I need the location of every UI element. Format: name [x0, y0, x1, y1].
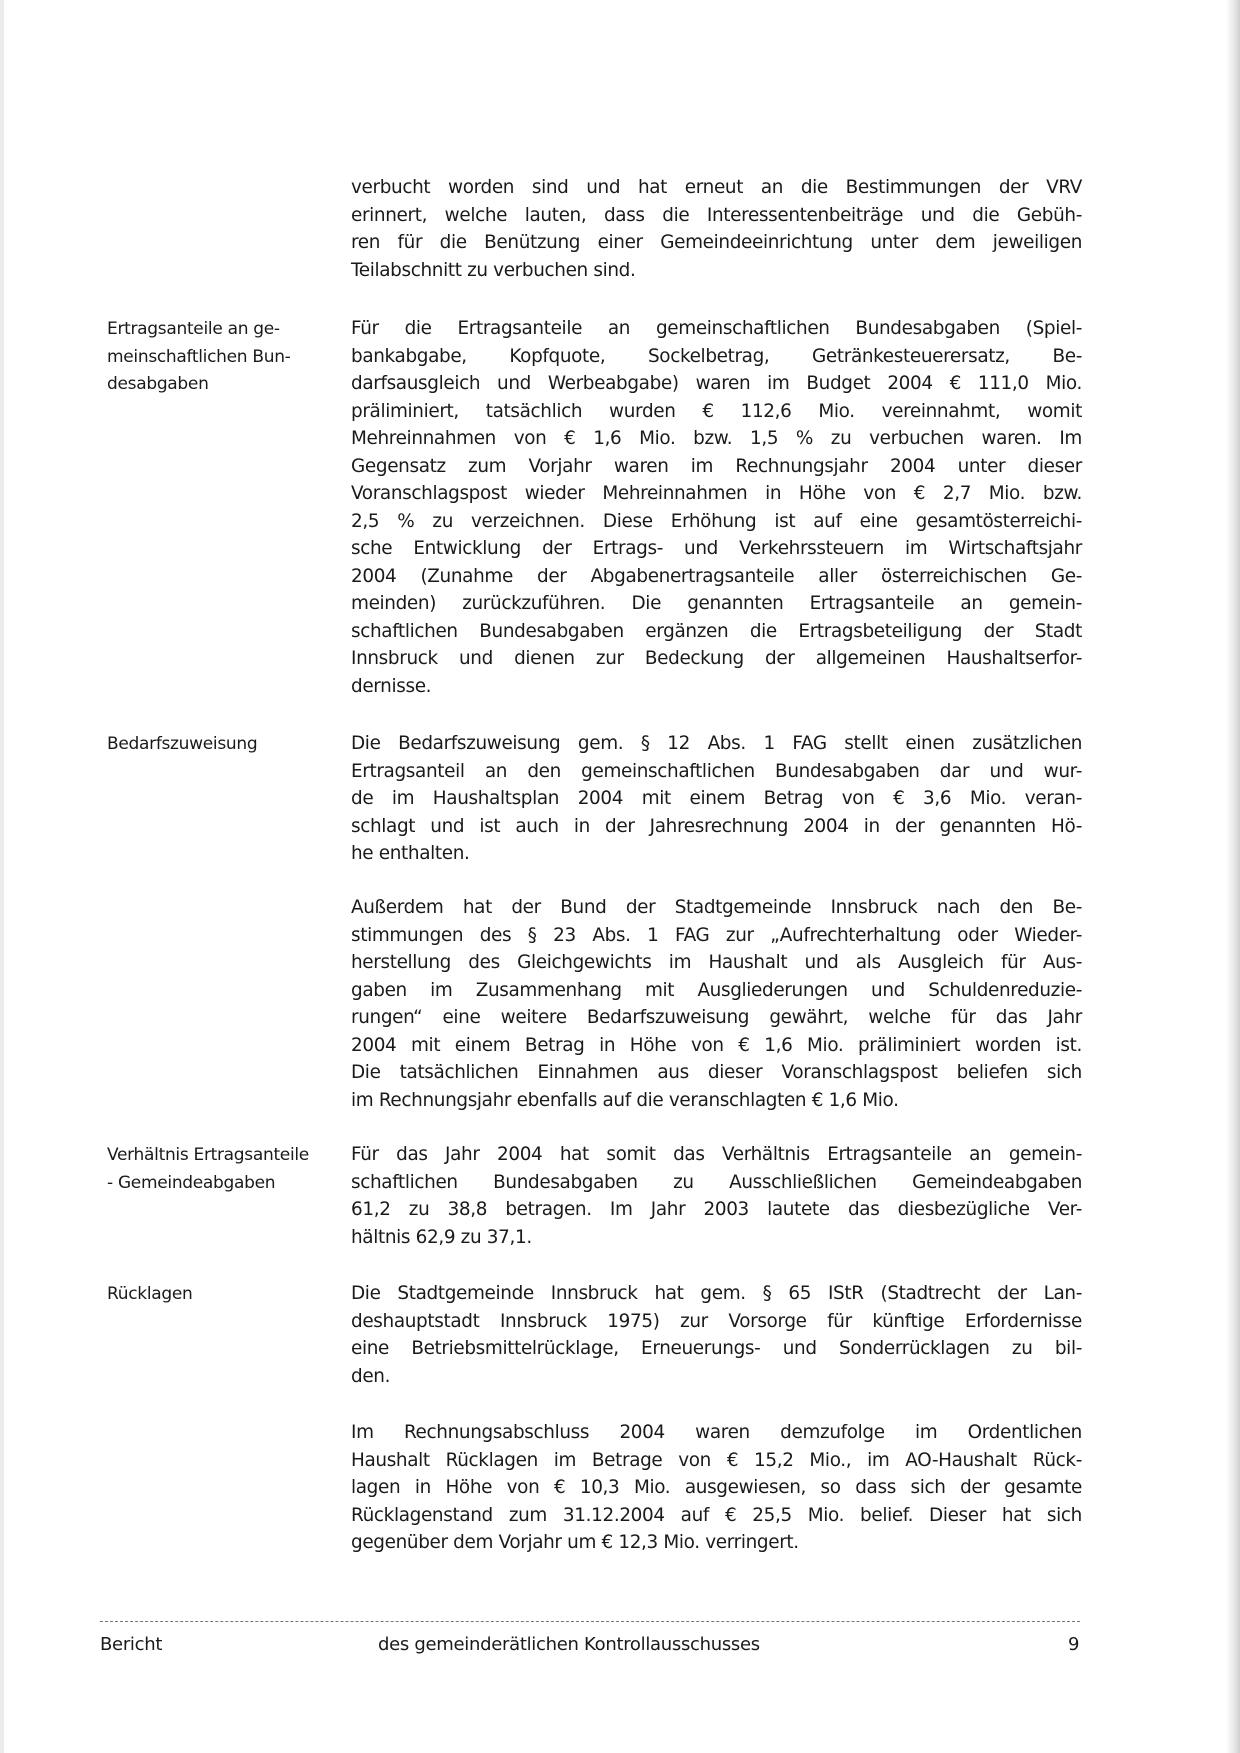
paragraph-line: Ertragsanteil an den gemeinschaftlichen Bundesabgaben dar und wur-: [351, 760, 1082, 782]
margin-heading-line: Ertragsanteile an ge-: [107, 319, 280, 339]
footer-center: des gemeinderätlichen Kontrollausschusses: [378, 1634, 760, 1655]
paragraph-line: Außerdem hat der Bund der Stadtgemeinde Innsbruck nach den Be-: [351, 897, 1082, 918]
page-number: 9: [1068, 1634, 1080, 1655]
paragraph-line: ren für die Benützung einer Gemeindeeinrichtung unter dem jeweiligen: [351, 232, 1082, 253]
paragraph-line: 2,5 % zu verzeichnen. Diese Erhöhung ist auf eine gesamtösterreichi-: [351, 510, 1082, 532]
paragraph-line: verbucht worden sind und hat erneut an die Bestimmungen der VRV: [351, 177, 1082, 198]
body-paragraph: [351, 174, 1082, 284]
paragraph-line: Teilabschnitt zu verbuchen sind.: [351, 259, 636, 281]
paragraph-line: schaftlichen Bundesabgaben zu Ausschließlichen Gemeindeabgaben: [351, 1171, 1082, 1193]
paragraph-line: herstellung des Gleichgewichts im Haushalt und als Ausgleich für Aus-: [351, 952, 1082, 973]
paragraph-line: Im Rechnungsabschluss 2004 waren demzufolge im Ordentlichen: [351, 1422, 1082, 1443]
body-paragraph: [351, 315, 1082, 700]
margin-heading-line: Rücklagen: [107, 1284, 193, 1304]
margin-heading-line: desabgaben: [107, 374, 209, 394]
paragraph-line: Die Bedarfszuweisung gem. § 12 Abs. 1 FAG stellt einen zusätzlichen: [351, 733, 1082, 754]
paragraph-line: meinden) zurückzuführen. Die genannten Ertragsanteile an gemein-: [351, 593, 1082, 614]
paragraph-line: gegenüber dem Vorjahr um € 12,3 Mio. verringert.: [351, 1532, 799, 1553]
paragraph-line: sche Entwicklung der Ertrags- und Verkehrssteuern im Wirtschaftsjahr: [351, 538, 1082, 559]
margin-heading: [107, 1281, 337, 1309]
scan-edge-left: [0, 0, 4, 1753]
paragraph-line: 61,2 zu 38,8 betragen. Im Jahr 2003 lautete das diesbezügliche Ver-: [351, 1199, 1082, 1220]
paragraph-line: im Rechnungsjahr ebenfalls auf die veranschlagten € 1,6 Mio.: [351, 1089, 899, 1111]
margin-heading: [107, 316, 337, 399]
margin-heading-line: Bedarfszuweisung: [107, 734, 258, 754]
paragraph-line: den.: [351, 1365, 391, 1387]
paragraph-line: he enthalten.: [351, 843, 470, 864]
paragraph-line: schlagt und ist auch in der Jahresrechnung 2004 in der genannten Hö-: [351, 815, 1082, 837]
paragraph-line: Mehreinnahmen von € 1,6 Mio. bzw. 1,5 % zu verbuchen waren. Im: [351, 428, 1082, 449]
scan-edge-right: [1226, 0, 1240, 1753]
paragraph-line: bankabgabe, Kopfquote, Sockelbetrag, Getränkesteuerersatz, Be-: [351, 345, 1082, 367]
paragraph-line: Für das Jahr 2004 hat somit das Verhältnis Ertragsanteile an gemein-: [351, 1144, 1082, 1165]
paragraph-line: 2004 mit einem Betrag in Höhe von € 1,6 Mio. präliminiert worden ist.: [351, 1034, 1082, 1056]
footer-left: Bericht: [100, 1634, 163, 1655]
body-paragraph: [351, 730, 1082, 868]
margin-heading: [107, 731, 337, 759]
paragraph-line: lagen in Höhe von € 10,3 Mio. ausgewiesen, so dass sich der gesamte: [351, 1477, 1082, 1498]
paragraph-line: de im Haushaltsplan 2004 mit einem Betrag von € 3,6 Mio. veran-: [351, 788, 1082, 809]
paragraph-line: Rücklagenstand zum 31.12.2004 auf € 25,5 Mio. belief. Dieser hat sich: [351, 1504, 1082, 1526]
paragraph-line: Haushalt Rücklagen im Betrage von € 15,2 Mio., im AO-Haushalt Rück-: [351, 1449, 1082, 1471]
paragraph-line: Gegensatz zum Vorjahr waren im Rechnungsjahr 2004 unter dieser: [351, 455, 1082, 477]
margin-heading-line: Verhältnis Ertragsanteile: [107, 1145, 309, 1165]
paragraph-line: präliminiert, tatsächlich wurden € 112,6 Mio. vereinnahmt, womit: [351, 400, 1082, 422]
paragraph-line: eine Betriebsmittelrücklage, Erneuerungs- und Sonderrücklagen zu bil-: [351, 1338, 1082, 1359]
margin-heading-line: meinschaftlichen Bun-: [107, 346, 291, 367]
body-paragraph: [351, 1280, 1082, 1390]
paragraph-line: Die Stadtgemeinde Innsbruck hat gem. § 65 IStR (Stadtrecht der Lan-: [351, 1283, 1082, 1304]
paragraph-line: rungen“ eine weitere Bedarfszuweisung gewährt, welche für das Jahr: [351, 1007, 1082, 1028]
margin-heading-line: - Gemeindeabgaben: [107, 1172, 276, 1193]
paragraph-line: 2004 (Zunahme der Abgabenertragsanteile aller österreichischen Ge-: [351, 565, 1082, 587]
paragraph-line: darfsausgleich und Werbeabgabe) waren im Budget 2004 € 111,0 Mio.: [351, 373, 1082, 394]
paragraph-line: schaftlichen Bundesabgaben ergänzen die Ertragsbeteiligung der Stadt: [351, 620, 1082, 642]
paragraph-line: Die tatsächlichen Einnahmen aus dieser Voranschlagspost beliefen sich: [351, 1062, 1082, 1083]
paragraph-line: gaben im Zusammenhang mit Ausgliederungen und Schuldenreduzie-: [351, 979, 1082, 1001]
paragraph-line: deshauptstadt Innsbruck 1975) zur Vorsorge für künftige Erfordernisse: [351, 1310, 1082, 1332]
body-paragraph: [351, 1419, 1082, 1557]
body-paragraph: [351, 894, 1082, 1114]
paragraph-line: stimmungen des § 23 Abs. 1 FAG zur „Aufrechterhaltung oder Wieder-: [351, 924, 1082, 946]
paragraph-line: hältnis 62,9 zu 37,1.: [351, 1226, 532, 1248]
paragraph-line: Innsbruck und dienen zur Bedeckung der allgemeinen Haushaltserfor-: [351, 648, 1082, 669]
footer-divider: [100, 1621, 1080, 1622]
paragraph-line: dernisse.: [351, 675, 432, 697]
body-paragraph: [351, 1141, 1082, 1251]
paragraph-line: Voranschlagspost wieder Mehreinnahmen in Höhe von € 2,7 Mio. bzw.: [351, 483, 1082, 504]
margin-heading: [107, 1142, 337, 1197]
paragraph-line: Für die Ertragsanteile an gemeinschaftlichen Bundesabgaben (Spiel-: [351, 318, 1082, 339]
paragraph-line: erinnert, welche lauten, dass die Interessentenbeiträge und die Gebüh-: [351, 204, 1082, 226]
